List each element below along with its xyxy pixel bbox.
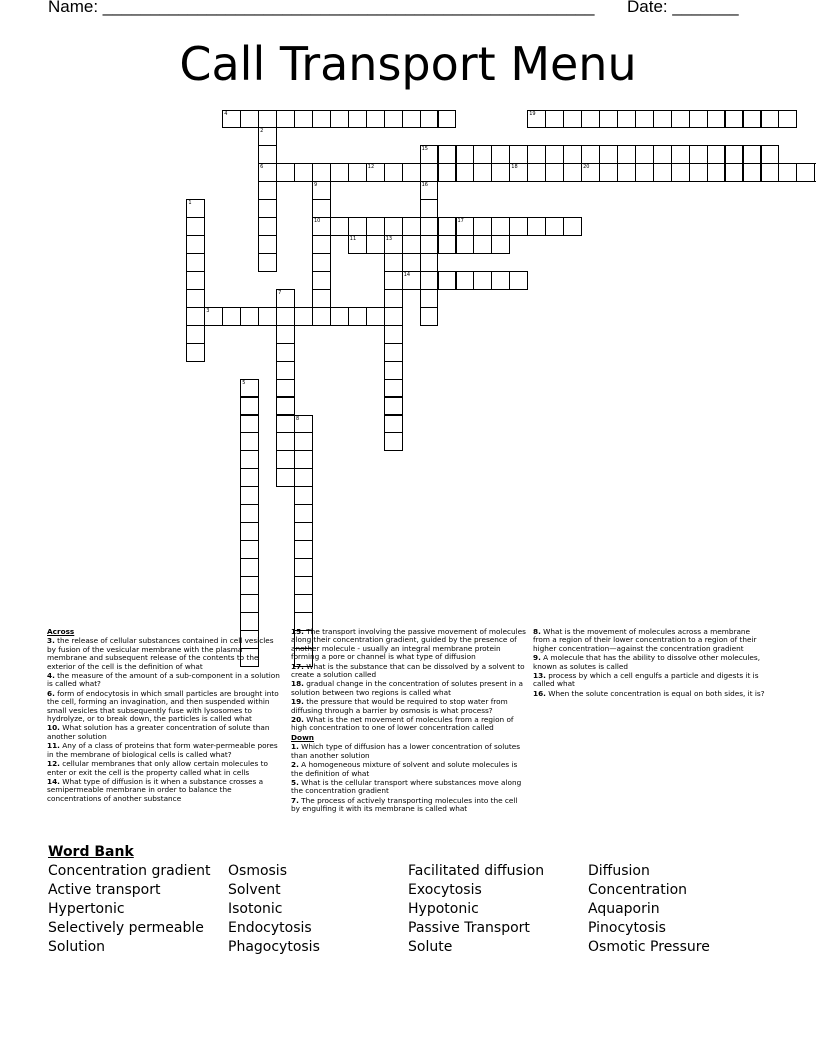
crossword-cell[interactable] xyxy=(384,110,403,129)
crossword-cell[interactable] xyxy=(186,343,205,362)
word-bank-item: Concentration xyxy=(588,882,688,898)
crossword-cell[interactable] xyxy=(312,289,331,308)
crossword-cell[interactable] xyxy=(725,110,744,129)
crossword-cell[interactable] xyxy=(186,307,205,326)
crossword-cell[interactable] xyxy=(276,468,295,487)
clue-number: 14. xyxy=(47,776,60,786)
crossword-cell[interactable] xyxy=(186,217,205,236)
clue-number: 15. xyxy=(291,627,304,636)
clue-number-label: 4 xyxy=(224,110,228,117)
clue-number: 7. xyxy=(291,795,299,805)
clue-text: What is the cellular transport where substances move along the concentration gradient xyxy=(291,777,522,796)
clue-item xyxy=(533,690,765,698)
crossword-cell[interactable] xyxy=(312,235,331,254)
crossword-cell[interactable] xyxy=(240,450,259,469)
crossword-cell[interactable] xyxy=(671,163,690,182)
crossword-cell[interactable] xyxy=(366,217,385,236)
crossword-cell[interactable] xyxy=(420,307,439,326)
word-bank-item: Osmosis xyxy=(228,863,287,879)
crossword-cell[interactable] xyxy=(402,217,421,236)
clue-number-label: 5 xyxy=(242,379,246,386)
word-bank-item: Osmotic Pressure xyxy=(588,939,710,955)
crossword-cell[interactable] xyxy=(617,145,636,164)
word-bank-item: Phagocytosis xyxy=(228,939,320,955)
clue-text: Any of a class of proteins that form water-permeable pores in the membrane of biological cells is called what? xyxy=(47,741,278,759)
crossword-cell[interactable] xyxy=(438,271,457,290)
clue-item xyxy=(533,672,765,689)
crossword-cell[interactable] xyxy=(276,397,295,416)
crossword-cell[interactable] xyxy=(635,145,654,164)
crossword-cell[interactable] xyxy=(294,450,313,469)
crossword-cell[interactable] xyxy=(653,110,672,129)
crossword-cell[interactable] xyxy=(581,110,600,129)
crossword-cell[interactable] xyxy=(366,110,385,129)
clues-column-3 xyxy=(533,628,765,699)
clue-number: 11. xyxy=(47,741,60,751)
crossword-cell[interactable] xyxy=(563,145,582,164)
clue-text: the pressure that would be required to stop water from diffusing through a barrier by osmosis is what process? xyxy=(291,697,508,715)
clue-item xyxy=(47,690,283,724)
word-bank-item: Isotonic xyxy=(228,901,283,917)
clue-item xyxy=(291,761,527,778)
clue-text: A molecule that has the ability to dissolve other molecules, known as solutes is called xyxy=(533,653,761,671)
clue-item xyxy=(533,628,765,653)
crossword-cell[interactable] xyxy=(402,163,421,182)
clue-number-label: 15 xyxy=(421,146,428,153)
clue-number: 20. xyxy=(291,715,304,725)
crossword-cell[interactable] xyxy=(186,271,205,290)
crossword-cell[interactable] xyxy=(617,110,636,129)
clue-number-label: 19 xyxy=(529,110,536,117)
clue-text: Which type of diffusion has a lower concentration of solutes than another solution xyxy=(291,742,521,760)
crossword-cell[interactable] xyxy=(761,110,780,129)
crossword-cell[interactable] xyxy=(473,145,492,164)
crossword-cell[interactable] xyxy=(527,145,546,164)
crossword-cell[interactable] xyxy=(473,271,492,290)
crossword-cell[interactable] xyxy=(348,110,367,129)
clues-column-2 xyxy=(291,628,527,815)
clue-number: 17. xyxy=(291,661,304,671)
crossword-cell[interactable] xyxy=(312,199,331,218)
crossword-cell[interactable] xyxy=(276,110,295,129)
crossword-cell[interactable] xyxy=(617,163,636,182)
crossword-cell[interactable] xyxy=(707,145,726,164)
crossword-cell[interactable] xyxy=(384,307,403,326)
clue-number: 3. xyxy=(47,636,55,646)
word-bank-column-4 xyxy=(588,862,710,957)
crossword-cell[interactable] xyxy=(725,145,744,164)
clue-text: form of endocytosis in which small particles are brought into the cell, forming an invagination, and then suspended within small vesicles that subsequently fuse with lysosomes to hydrolyze, or to break down, the particles is called what xyxy=(47,688,279,724)
word-bank-item: Solvent xyxy=(228,882,281,898)
crossword-cell[interactable] xyxy=(258,181,277,200)
clue-item xyxy=(47,637,283,671)
crossword-cell[interactable] xyxy=(240,110,259,129)
clue-text: What is the substance that can be dissolved by a solvent to create a solution called xyxy=(291,661,525,680)
crossword-cell[interactable] xyxy=(240,504,259,523)
crossword-cell[interactable] xyxy=(330,110,349,129)
clue-number: 6. xyxy=(47,688,55,698)
crossword-cell[interactable] xyxy=(778,110,797,129)
crossword-cell[interactable] xyxy=(491,145,510,164)
crossword-cell[interactable] xyxy=(348,217,367,236)
crossword-cell[interactable] xyxy=(527,163,546,182)
crossword-cell[interactable] xyxy=(563,163,582,182)
crossword-cell[interactable] xyxy=(312,271,331,290)
clue-item xyxy=(533,654,765,671)
crossword-cell[interactable] xyxy=(563,110,582,129)
crossword-cell[interactable] xyxy=(635,163,654,182)
crossword-cell[interactable] xyxy=(456,271,475,290)
clue-text: the measure of the amount of a sub-component in a solution is called what? xyxy=(47,671,280,689)
clue-item xyxy=(291,663,527,680)
crossword-cell[interactable] xyxy=(420,163,439,182)
crossword-cell[interactable] xyxy=(258,235,277,254)
crossword-cell[interactable] xyxy=(402,110,421,129)
crossword-cell[interactable] xyxy=(527,217,546,236)
crossword-cell[interactable] xyxy=(258,253,277,272)
crossword-cell[interactable] xyxy=(743,145,762,164)
clue-number: 12. xyxy=(47,759,60,769)
clue-number: 5. xyxy=(291,777,299,787)
crossword-cell[interactable] xyxy=(330,217,349,236)
clue-item xyxy=(47,672,283,689)
crossword-cell[interactable] xyxy=(545,163,564,182)
crossword-cell[interactable] xyxy=(240,486,259,505)
crossword-cell[interactable] xyxy=(294,576,313,595)
crossword-cell[interactable] xyxy=(366,307,385,326)
crossword-cell[interactable] xyxy=(312,307,331,326)
crossword-cell[interactable] xyxy=(491,271,510,290)
crossword-cell[interactable] xyxy=(653,145,672,164)
across-clue-list xyxy=(47,637,283,803)
down-heading: Down xyxy=(291,732,315,742)
crossword-cell[interactable] xyxy=(491,163,510,182)
crossword-cell[interactable] xyxy=(671,110,690,129)
crossword-cell[interactable] xyxy=(653,163,672,182)
clue-number-label: 6 xyxy=(260,164,264,171)
clue-text: cellular membranes that only allow certain molecules to enter or exit the cell is the property called what in cells xyxy=(47,759,268,777)
crossword-cell[interactable] xyxy=(186,235,205,254)
crossword-cell[interactable] xyxy=(240,307,259,326)
clue-number-label: 8 xyxy=(296,415,300,422)
clue-number: 1. xyxy=(291,742,299,752)
crossword-cell[interactable] xyxy=(545,145,564,164)
word-bank-item: Hypertonic xyxy=(48,901,125,917)
clue-item xyxy=(47,778,283,803)
crossword-cell[interactable] xyxy=(258,217,277,236)
word-bank-item: Facilitated diffusion xyxy=(408,863,545,879)
clue-text: What type of diffusion is it when a substance crosses a semipermeable membrane in order to balance the concentrations of another substance xyxy=(47,776,264,803)
clue-text: What solution has a greater concentration of solute than another solution xyxy=(47,723,270,741)
clue-item xyxy=(291,716,527,733)
clues-column-1 xyxy=(47,628,283,804)
crossword-cell[interactable] xyxy=(599,110,618,129)
crossword-cell[interactable] xyxy=(456,163,475,182)
clue-number: 9. xyxy=(533,653,541,663)
crossword-cell[interactable] xyxy=(671,145,690,164)
clue-text: What is the net movement of molecules from a region of high concentration to one of lower concentration called xyxy=(291,715,514,733)
crossword-cell[interactable] xyxy=(384,271,403,290)
word-bank-item: Exocytosis xyxy=(408,882,482,898)
crossword-cell[interactable] xyxy=(276,361,295,380)
crossword-cell[interactable] xyxy=(456,145,475,164)
clue-text: When the solute concentration is equal on both sides, it is? xyxy=(545,688,765,698)
crossword-cell[interactable] xyxy=(761,163,780,182)
crossword-cell[interactable] xyxy=(384,397,403,416)
crossword-cell[interactable] xyxy=(491,217,510,236)
crossword-cell[interactable] xyxy=(294,307,313,326)
clue-number: 16. xyxy=(533,688,546,698)
across-heading: Across xyxy=(47,627,75,636)
crossword-cell[interactable] xyxy=(743,163,762,182)
crossword-cell[interactable] xyxy=(330,307,349,326)
crossword-cell[interactable] xyxy=(348,163,367,182)
word-bank-item: Selectively permeable xyxy=(48,920,204,936)
clue-item xyxy=(291,680,527,697)
clue-number: 4. xyxy=(47,671,55,681)
crossword-cell[interactable] xyxy=(635,110,654,129)
crossword-cell[interactable] xyxy=(796,163,815,182)
word-bank-item: Active transport xyxy=(48,882,161,898)
down-clue-list-continued xyxy=(533,628,765,698)
clue-number-label: 18 xyxy=(511,164,518,171)
word-bank-item: Endocytosis xyxy=(228,920,312,936)
word-bank-item: Passive Transport xyxy=(408,920,530,936)
crossword-cell[interactable] xyxy=(240,522,259,541)
crossword-cell[interactable] xyxy=(707,163,726,182)
across-clue-list-continued xyxy=(291,628,527,733)
clue-text: The transport involving the passive movement of molecules along their concentration gradient, guided by the presence of another molecule - usually an integral membrane protein forming a pore or channel is what type of diffusion xyxy=(291,627,526,662)
crossword-cell[interactable] xyxy=(294,110,313,129)
crossword-cell[interactable] xyxy=(258,145,277,164)
crossword-cell[interactable] xyxy=(294,432,313,451)
crossword-cell[interactable] xyxy=(384,253,403,272)
clue-item xyxy=(291,698,527,715)
crossword-cell[interactable] xyxy=(294,486,313,505)
clue-item xyxy=(47,742,283,759)
crossword-cell[interactable] xyxy=(186,253,205,272)
clue-number-label: 20 xyxy=(583,164,590,171)
crossword-cell[interactable] xyxy=(420,199,439,218)
word-bank-column-3 xyxy=(408,862,544,957)
clue-text: process by which a cell engulfs a particle and digests it is called what xyxy=(533,671,759,689)
name-field-label: Name: ____________________________________________________ xyxy=(48,0,595,16)
crossword-cell[interactable] xyxy=(258,307,277,326)
crossword-cell[interactable] xyxy=(509,145,528,164)
crossword-cell[interactable] xyxy=(384,163,403,182)
clue-item xyxy=(291,743,527,760)
crossword-cell[interactable] xyxy=(294,504,313,523)
clue-number-label: 2 xyxy=(260,128,264,135)
crossword-cell[interactable] xyxy=(491,235,510,254)
crossword-cell[interactable] xyxy=(420,217,439,236)
word-bank-item: Hypotonic xyxy=(408,901,479,917)
crossword-cell[interactable] xyxy=(456,235,475,254)
crossword-cell[interactable] xyxy=(294,558,313,577)
clue-text: gradual change in the concentration of solutes present in a solution between two regions is called what xyxy=(291,679,523,697)
crossword-cell[interactable] xyxy=(258,199,277,218)
crossword-cell[interactable] xyxy=(384,432,403,451)
crossword-cell[interactable] xyxy=(312,110,331,129)
clue-number: 13. xyxy=(533,671,546,681)
page-title: Call Transport Menu xyxy=(179,37,637,91)
date-field-label: Date: _______ xyxy=(627,0,739,16)
crossword-cell[interactable] xyxy=(761,145,780,164)
clue-number: 18. xyxy=(291,679,304,689)
crossword-cell[interactable] xyxy=(438,235,457,254)
crossword-cell[interactable] xyxy=(689,163,708,182)
crossword-cell[interactable] xyxy=(348,307,367,326)
clue-item xyxy=(291,779,527,796)
crossword-cell[interactable] xyxy=(312,163,331,182)
crossword-cell[interactable] xyxy=(725,163,744,182)
crossword-cell[interactable] xyxy=(599,163,618,182)
crossword-cell[interactable] xyxy=(276,379,295,398)
crossword-cell[interactable] xyxy=(563,217,582,236)
crossword-cell[interactable] xyxy=(294,522,313,541)
crossword-cell[interactable] xyxy=(420,289,439,308)
crossword-cell[interactable] xyxy=(545,110,564,129)
crossword-cell[interactable] xyxy=(240,397,259,416)
clue-number-label: 16 xyxy=(421,182,428,189)
crossword-cell[interactable] xyxy=(186,289,205,308)
word-bank-column-2 xyxy=(228,862,320,957)
crossword-cell[interactable] xyxy=(384,289,403,308)
crossword-cell[interactable] xyxy=(438,110,457,129)
clue-number-label: 17 xyxy=(457,218,464,225)
crossword-cell[interactable] xyxy=(276,415,295,434)
crossword-cell[interactable] xyxy=(222,307,241,326)
crossword-cell[interactable] xyxy=(420,271,439,290)
word-bank-item: Solution xyxy=(48,939,106,955)
crossword-cell[interactable] xyxy=(294,594,313,613)
crossword-cell[interactable] xyxy=(276,325,295,344)
clue-number-label: 1 xyxy=(188,200,192,207)
crossword-cell[interactable] xyxy=(276,450,295,469)
clue-number: 10. xyxy=(47,723,60,733)
crossword-cell[interactable] xyxy=(240,576,259,595)
crossword-cell[interactable] xyxy=(473,217,492,236)
crossword-cell[interactable] xyxy=(438,217,457,236)
crossword-cell[interactable] xyxy=(330,163,349,182)
word-bank-title: Word Bank xyxy=(48,844,134,860)
crossword-cell[interactable] xyxy=(438,163,457,182)
clue-number-label: 13 xyxy=(385,236,393,243)
crossword-cell[interactable] xyxy=(420,253,439,272)
crossword-cell[interactable] xyxy=(778,163,797,182)
crossword-cell[interactable] xyxy=(276,343,295,362)
crossword-cell[interactable] xyxy=(509,217,528,236)
crossword-cell[interactable] xyxy=(509,271,528,290)
clue-number-label: 9 xyxy=(314,182,318,189)
crossword-cell[interactable] xyxy=(366,235,385,254)
crossword-cell[interactable] xyxy=(689,110,708,129)
clue-number-label: 3 xyxy=(206,307,210,314)
crossword-cell[interactable] xyxy=(420,235,439,254)
clue-item xyxy=(291,797,527,814)
crossword-cell[interactable] xyxy=(240,540,259,559)
crossword-cell[interactable] xyxy=(294,163,313,182)
word-bank-item: Diffusion xyxy=(588,863,650,879)
crossword-cell[interactable] xyxy=(689,145,708,164)
down-clue-list xyxy=(291,743,527,813)
clue-number-label: 7 xyxy=(278,289,282,296)
crossword-cell[interactable] xyxy=(240,558,259,577)
crossword-cell[interactable] xyxy=(294,540,313,559)
crossword-cell[interactable] xyxy=(384,325,403,344)
word-bank-item: Concentration gradient xyxy=(48,863,211,879)
clue-number: 8. xyxy=(533,627,541,636)
crossword-cell[interactable] xyxy=(276,432,295,451)
crossword-cell[interactable] xyxy=(384,361,403,380)
crossword-cell[interactable] xyxy=(420,110,439,129)
crossword-cell[interactable] xyxy=(473,163,492,182)
crossword-cell[interactable] xyxy=(384,379,403,398)
crossword-cell[interactable] xyxy=(312,253,331,272)
crossword-cell[interactable] xyxy=(599,145,618,164)
crossword-cell[interactable] xyxy=(743,110,762,129)
clue-item xyxy=(47,760,283,777)
clue-item xyxy=(291,628,527,662)
clue-text: What is the movement of molecules across a membrane from a region of their lower concentration to a region of their higher concentration—against the concentration gradient xyxy=(533,627,757,653)
crossword-cell[interactable] xyxy=(276,163,295,182)
crossword-cell[interactable] xyxy=(438,145,457,164)
crossword-cell[interactable] xyxy=(384,415,403,434)
clue-text: the release of cellular substances contained in cell vesicles by fusion of the vesicular membrane with the plasma membrane and subsequent release of the contents to the exterior of the cell is the definition of what xyxy=(47,636,274,671)
crossword-cell[interactable] xyxy=(294,468,313,487)
clue-text: A homogeneous mixture of solvent and solute molecules is the definition of what xyxy=(291,760,518,778)
word-bank-item: Aquaporin xyxy=(588,901,660,917)
crossword-cell[interactable] xyxy=(707,110,726,129)
crossword-cell[interactable] xyxy=(240,432,259,451)
clue-number-label: 14 xyxy=(403,272,411,278)
clue-number: 19. xyxy=(291,697,304,707)
crossword-cell[interactable] xyxy=(402,235,421,254)
clue-number-label: 12 xyxy=(367,164,375,171)
crossword-cell[interactable] xyxy=(186,325,205,344)
crossword-cell[interactable] xyxy=(473,235,492,254)
clue-text: The process of actively transporting molecules into the cell by engulfing it with its membrane is called what xyxy=(291,795,518,814)
crossword-cell[interactable] xyxy=(276,307,295,326)
crossword-cell[interactable] xyxy=(240,415,259,434)
crossword-cell[interactable] xyxy=(545,217,564,236)
crossword-cell[interactable] xyxy=(258,110,277,129)
crossword-cell[interactable] xyxy=(240,468,259,487)
word-bank-column-1 xyxy=(48,862,210,957)
word-bank-item: Solute xyxy=(408,939,453,955)
clue-item xyxy=(47,724,283,741)
clue-number-label: 10 xyxy=(314,218,321,225)
clue-number: 2. xyxy=(291,760,299,770)
clue-number-label: 11 xyxy=(349,236,357,243)
crossword-cell[interactable] xyxy=(384,343,403,362)
crossword-cell[interactable] xyxy=(240,594,259,613)
word-bank-item: Pinocytosis xyxy=(588,920,666,936)
crossword-cell[interactable] xyxy=(384,217,403,236)
crossword-cell[interactable] xyxy=(581,145,600,164)
